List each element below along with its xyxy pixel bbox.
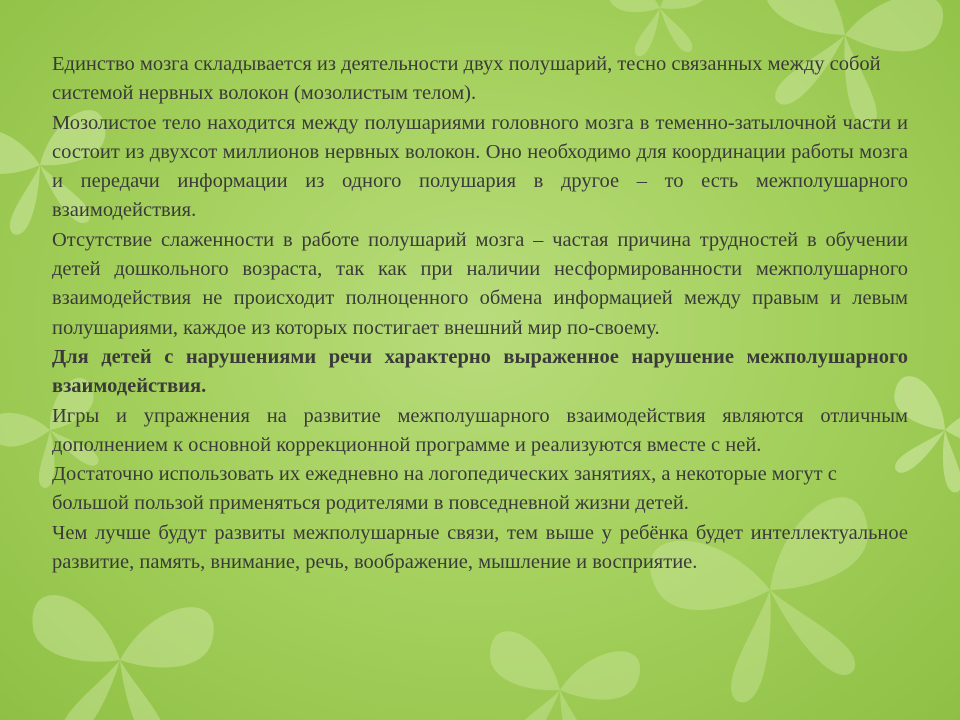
paragraph-usage: Достаточно использовать их ежедневно на логопедических занятиях, а некоторые могут с большой пользой применяться родителями в повседневной жизни детей. — [52, 463, 837, 515]
paragraph-conclusion: Чем лучше будут развиты межполушарные связи, тем выше у ребёнка будет интеллектуальное развитие, память, внимание, речь, воображение, мышление и восприятие. — [52, 521, 908, 574]
paragraph-games: Игры и упражнения на развитие межполушарного взаимодействия являются отличным дополнением к основной коррекционной программе и реализуются вместе с ней. — [52, 404, 908, 456]
paragraph-difficulties: Отсутствие слаженности в работе полушарий мозга – частая причина трудностей в обучении детей дошкольного возраста, так как при наличии несформированности межполушарного взаимодействия не происходит полноценного обмена информацией между правым и левым полушариями, каждое из которых постигает внешний мир по-своему. — [52, 228, 908, 339]
paragraph-corpus-callosum: Мозолистое тело находится между полушариями головного мозга в теменно-затылочной части и состоит из двухсот миллионов нервных волокон. Оно необходимо для координации работы мозга и передачи информации из одного полушария в другое – то есть межполушарного взаимодействия. — [52, 111, 908, 222]
paragraph-intro: Единство мозга складывается из деятельности двух полушарий, тесно связанных между собой системой нервных волокон (мозолистым телом). — [52, 53, 881, 105]
paragraph-speech-disorders: Для детей с нарушениями речи характерно выраженное нарушение межполушарного взаимодействия. — [52, 345, 908, 398]
butterfly-icon — [22, 593, 215, 720]
butterfly-icon — [473, 628, 643, 720]
text-body — [52, 50, 908, 577]
